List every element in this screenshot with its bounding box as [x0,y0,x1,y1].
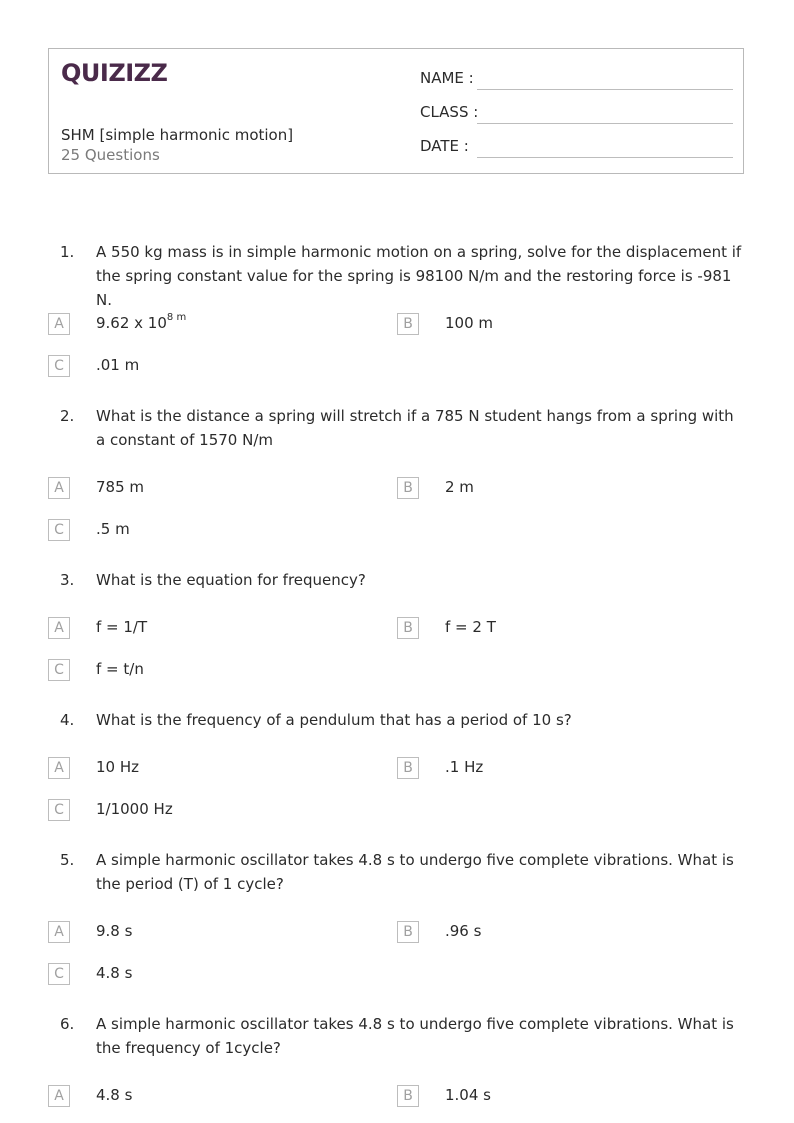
date-line[interactable] [477,157,733,158]
option-superscript: 8 m [166,312,187,323]
question-number: 4. [60,711,75,729]
quizizz-logo: QUIZIZZ [61,59,168,87]
question-text: What is the distance a spring will stretch if a 785 N student hangs from a spring with a constant of 1570 N/m [96,407,734,449]
option-letter: A [48,1085,70,1107]
option-letter: A [48,477,70,499]
option-text: .5 m [96,520,130,538]
option-letter: B [397,313,419,335]
worksheet-title: SHM [simple harmonic motion] [61,126,294,144]
class-line[interactable] [477,123,733,124]
option-letter: A [48,617,70,639]
option-letter: C [48,799,70,821]
option-letter: C [48,963,70,985]
option-letter: C [48,659,70,681]
option-letter: C [48,519,70,541]
question-number: 3. [60,571,75,589]
class-label: CLASS : [420,103,479,121]
date-label: DATE : [420,137,469,155]
option-text: 1/1000 Hz [96,800,173,818]
option-text: 2 m [445,478,474,496]
question-number: 5. [60,851,75,869]
question-text: A simple harmonic oscillator takes 4.8 s to undergo five complete vibrations. What is the frequency of 1cycle? [96,1015,734,1057]
option-letter: B [397,617,419,639]
option-text: .96 s [445,922,482,940]
option-letter: A [48,757,70,779]
question-text: What is the frequency of a pendulum that has a period of 10 s? [96,711,572,729]
option-text: 9.8 s [96,922,133,940]
question-text: A simple harmonic oscillator takes 4.8 s to undergo five complete vibrations. What is the period (T) of 1 cycle? [96,851,734,893]
option-text: f = t/n [96,660,144,678]
worksheet-header [48,48,744,174]
question-text: A 550 kg mass is in simple harmonic motion on a spring, solve for the displacement if the spring constant value for the spring is 98100 N/m and the restoring force is -981 N. [96,243,742,309]
question-count: 25 Questions [61,146,160,164]
option-letter: C [48,355,70,377]
option-letter: A [48,921,70,943]
question-number: 1. [60,243,75,261]
option-text: f = 1/T [96,618,148,636]
option-text: .1 Hz [445,758,484,776]
option-text: 785 m [96,478,145,496]
option-text: 10 Hz [96,758,140,776]
question-number: 2. [60,407,75,425]
option-text: 100 m [445,314,494,332]
option-text: 9.62 x 10 [96,314,167,332]
name-label: NAME : [420,69,474,87]
question-number: 6. [60,1015,75,1033]
name-line[interactable] [477,89,733,90]
option-text: 4.8 s [96,964,133,982]
option-letter: B [397,477,419,499]
option-letter: B [397,757,419,779]
option-letter: B [397,1085,419,1107]
option-text: .01 m [96,356,140,374]
option-letter: B [397,921,419,943]
option-text: 1.04 s [445,1086,491,1104]
question-text: What is the equation for frequency? [96,571,366,589]
option-letter: A [48,313,70,335]
option-text: 4.8 s [96,1086,133,1104]
option-text: f = 2 T [445,618,496,636]
